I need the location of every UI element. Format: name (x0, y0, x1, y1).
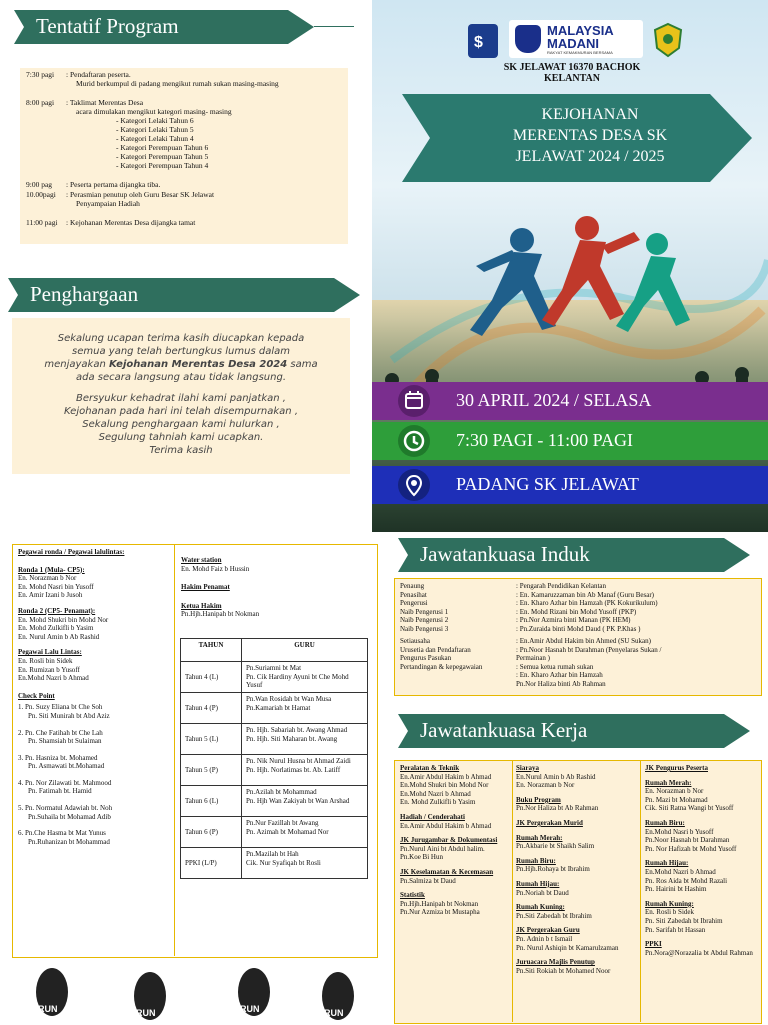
school-logo-icon (468, 24, 498, 58)
pegawai-left-column (18, 548, 172, 846)
kerja-member: Pn.Salmiza bt Daud (400, 876, 456, 885)
tentatif-item (26, 180, 348, 189)
table-cell-guru (242, 724, 368, 755)
kerja-member: Pn.Hjh.Rohaya bt Ibrahim (516, 865, 590, 874)
penghargaan-verse-line: Terima kasih (149, 445, 213, 456)
checkpoint-item (18, 729, 172, 746)
kerja-member: En. Mohd Zulkifli b Yasim (400, 798, 476, 807)
induk-title: Jawatankuasa Induk (420, 542, 590, 566)
kerja-member: Pn.Nor Haliza bt Ab Rahman (516, 804, 599, 813)
tentatif-time: 9:00 pag (26, 180, 53, 189)
hakim-title: Hakim Penamat (181, 583, 230, 592)
water-name: En. Mohd Faiz b Hussin (181, 564, 250, 573)
ronda2-list (18, 616, 172, 642)
time-strip (372, 422, 768, 460)
guru-name: Pn. Hjh. Siti Maharan bt. Awang (246, 734, 338, 743)
checkpoint-person: 3. Pn. Hasniza bt. Mohamed (18, 753, 98, 762)
kerja-group-title: Rumah Merah: (516, 833, 563, 842)
tentatif-line: : Pendaftaran peserta. (66, 70, 131, 79)
person-name: Urusetia dan Pendaftaran (400, 645, 471, 654)
kerja-group-title: JK Jurugambar & Dokumentasi (400, 836, 498, 845)
kerja-group-title: JK Pengurus Peserta (645, 764, 708, 772)
checkpoint-person: Pn. Asmawati bt.Mohamad (28, 762, 105, 771)
tentatif-item (26, 190, 348, 208)
table-cell-tahun: Tahun 6 (P) (181, 817, 242, 848)
table-row (181, 848, 368, 879)
kerja-group-title: Buku Program (516, 795, 561, 804)
table-cell-guru (242, 755, 368, 786)
kerja-member: En.Mohd Nazri b Ahmad (645, 867, 716, 876)
tentatif-time: 8:00 pagi (26, 98, 55, 107)
run-label: RUN (240, 1004, 260, 1014)
madani-logo-sub: RAKYAT KEMAKMURAN BERSAMA (547, 50, 613, 55)
kerja-title: Jawatankuasa Kerja (420, 718, 588, 742)
kerja-member: Pn. Hairini bt Hashim (645, 885, 707, 894)
event-time: 7:30 PAGI - 11:00 PAGI (456, 430, 634, 450)
tentatif-desc (66, 180, 348, 189)
date-strip (372, 382, 768, 420)
guru-name: Pn. Hjh. Norlatimas bt. Ab. Latiff (246, 765, 341, 774)
madani-emblem-icon (515, 25, 541, 53)
table-cell-guru (242, 848, 368, 879)
checkpoint-person: Pn. Shamsiah bt Sulaiman (28, 737, 102, 746)
location-pin-icon (398, 469, 430, 501)
kerja-column-2 (516, 764, 638, 981)
pegawai-divider (174, 544, 175, 956)
person-name: : Pn.Nor Azmira binti Manan (PK HEM) (516, 616, 631, 625)
kerja-group (645, 859, 757, 893)
kerja-member: Pn. Ros Aida bt Mohd Razali (645, 876, 728, 885)
table-cell-guru (242, 817, 368, 848)
kerja-member: Pn. Sarifah bt Hassan (645, 925, 706, 934)
school-name: SK JELAWAT 16370 BACHOK (503, 62, 641, 73)
runners-illustration (372, 180, 768, 400)
person-name: En. Amir Izani b Jusoh (18, 591, 83, 600)
kerja-group (400, 868, 508, 885)
kerja-group-title: PPKI (645, 940, 662, 949)
kerja-member: En.Mohd Nazri b Ahmad (400, 789, 471, 798)
table-cell-tahun: Tahun 5 (P) (181, 755, 242, 786)
kerja-group (400, 891, 508, 917)
kerja-member: Pn. Adnin b t Ismail (516, 934, 573, 943)
person-name: : Semua ketua rumah sukan (516, 662, 594, 671)
kerja-member: Pn. Siti Zabedah bt Ibrahim (645, 916, 723, 925)
person-name: : Pn.Noor Hasnah bt Darahman (Penyelaras Sukan / (516, 645, 662, 654)
kerja-group-title: JK Pergerakan Murid (516, 818, 583, 827)
penghargaan-verse-line: Sekalung penghargaan kami hulurkan , (82, 419, 280, 430)
kerja-member: En.Amir Abdul Hakim b Ahmad (400, 772, 492, 781)
penghargaan-line-2: semua yang telah bertungkus lumus dalam (72, 346, 290, 357)
event-place: PADANG SK JELAWAT (456, 474, 639, 494)
hakim-table (180, 638, 368, 879)
checkpoint-person: 1. Pn. Suzy Eliana bt Che Soh (18, 703, 103, 712)
kerja-column-3 (645, 764, 757, 963)
ronda2-title: Ronda 2 (CP5- Penamat): (18, 606, 96, 615)
table-header-tahun: TAHUN (181, 639, 242, 662)
person-name: : En. Kharo Azhar bin Hamzah (PK Kokurikulum) (516, 599, 658, 608)
checkpoint-person: Pn. Siti Munirah bt Abd Aziz (28, 711, 110, 720)
kerja-group (516, 764, 638, 790)
table-cell-tahun: PPKI (L/P) (181, 848, 242, 879)
guru-name: Pn.Kamariah bt Hamat (246, 703, 311, 712)
kerja-group-title: Hadiah / Cenderahati (400, 812, 465, 821)
shoeprint-icon (232, 962, 276, 1016)
induk-banner (398, 538, 750, 572)
table-row (181, 724, 368, 755)
person-name: Pn.Nor Haliza binti Ab Rahman (516, 679, 606, 688)
penghargaan-banner (8, 278, 360, 312)
kerja-member: En.Mohd Nasri b Yusoff (645, 827, 714, 836)
kerja-group (645, 819, 757, 853)
lalu-list (18, 657, 172, 683)
person-name: : Pengarah Pendidikan Kelantan (516, 582, 607, 590)
clock-icon (398, 425, 430, 457)
madani-logo-text-1: MALAYSIA (547, 23, 614, 38)
tentatif-banner (14, 10, 344, 44)
person-name: Setiausaha (400, 637, 430, 645)
kerja-group-title: Rumah Kuning: (516, 903, 565, 912)
shoeprint-icon (128, 966, 172, 1020)
penghargaan-verse (16, 392, 346, 457)
shoeprint-icon (316, 966, 360, 1020)
kerja-member: Pn.Noriah bt Daud (516, 888, 569, 897)
madani-logo-text-2: MADANI (547, 36, 599, 51)
person-name: Penaung (400, 582, 425, 590)
kerja-member: Pn.Koe Bi Hun (400, 853, 443, 862)
kerja-banner (398, 714, 750, 748)
tentatif-line: - Kategori Lelaki Tahun 6 (116, 116, 194, 125)
tentatif-item (26, 70, 348, 88)
kerja-member: Cik. Siti Ratna Wangi bt Yusoff (645, 804, 734, 813)
table-header-guru: GURU (242, 639, 368, 662)
induk-roles-2 (400, 637, 512, 671)
person-name: Naib Pengerusi 2 (400, 616, 449, 625)
guru-name: Pn.Suriamni bt Mat (246, 664, 302, 672)
kerja-group (400, 813, 508, 830)
table-cell-guru (242, 693, 368, 724)
kerja-group (516, 958, 638, 975)
table-cell-tahun: Tahun 4 (P) (181, 693, 242, 724)
guru-name: Cik. Nur Syafiqah bt Rosli (246, 858, 321, 867)
person-name: Naib Pengerusi 3 (400, 624, 449, 633)
kerja-member: Pn.Nur Azmiza bt Mustapha (400, 908, 480, 917)
event-title: KEJOHANAN MERENTAS DESA SK JELAWAT 2024 / 2025 (512, 106, 668, 165)
penghargaan-verse-line: Kejohanan pada hari ini telah disempurnakan , (63, 406, 299, 417)
guru-name: Pn. Azimah bt Mohamad Nor (246, 827, 329, 836)
person-name: En. Rumizan b Yusoff (18, 665, 80, 674)
tentatif-line: - Kategori Perempuan Tahun 6 (116, 143, 209, 152)
tentatif-line: - Kategori Lelaki Tahun 4 (116, 134, 194, 143)
tentatif-line: : Taklimat Merentas Desa (66, 98, 144, 107)
checkpoint-list (18, 703, 172, 846)
table-row (181, 755, 368, 786)
tentatif-line: : Peserta pertama dijangka tiba. (66, 180, 161, 189)
kerja-group-title: Rumah Hijau: (645, 859, 689, 868)
tentatif-line: - Kategori Lelaki Tahun 5 (116, 125, 194, 134)
malaysia-madani-logo (509, 20, 643, 58)
guru-name: Pn.Azilah bt Mohammad (246, 788, 317, 796)
guru-name: Pn.Mazilah bt Hah (246, 850, 299, 858)
event-date: 30 APRIL 2024 / SELASA (456, 390, 652, 410)
person-name: : En. Kharo Azhar bin Hamzah (516, 671, 603, 680)
tentatif-line: : Kejohanan Merentas Desa dijangka tamat (66, 218, 196, 227)
run-label: RUN (136, 1008, 156, 1018)
person-name: : Pn.Zuraida binti Mohd Daud ( PK P.Khas ) (516, 624, 641, 633)
checkpoint-title: Check Point (18, 691, 55, 700)
kerja-group (645, 779, 757, 813)
checkpoint-item (18, 703, 172, 720)
induk-names-1 (516, 582, 756, 634)
kerja-member: Pn.Siti Zabedah bt Ibrahim (516, 911, 592, 920)
tentatif-item (26, 218, 348, 227)
kerja-group (645, 764, 757, 773)
guru-name: Pn. Nik Nurul Husna bt Ahmad Zaidi (246, 757, 351, 765)
person-name: En.Mohd Nazri b Ahmad (18, 674, 89, 683)
person-name: Pengurus Pasukan (400, 654, 452, 663)
checkpoint-person: Pn.Suhaila bt Mohamad Adib (28, 812, 111, 821)
kerja-member: Pn.Nurul Aini bt Abdul halim. (400, 844, 485, 853)
tentatif-line: acara dimulakan mengikut kategori masing- masing (76, 107, 232, 116)
run-label: RUN (324, 1008, 344, 1018)
kerja-member: Pn. Nurul Ashiqin bt Kamarulzaman (516, 943, 619, 952)
guru-name: Pn. Hjh. Sabariah bt. Awang Ahmad (246, 726, 348, 734)
tentatif-title: Tentatif Program (36, 14, 179, 38)
table-cell-tahun: Tahun 5 (L) (181, 724, 242, 755)
tentatif-time: 7:30 pagi (26, 70, 55, 79)
kerja-member: En.Nurul Amin b Ab Rashid (516, 772, 596, 781)
person-name: Penasihat (400, 590, 427, 599)
table-row (181, 662, 368, 693)
ronda1-title: Ronda 1 (Mula- CP5): (18, 565, 85, 574)
penghargaan-text (16, 332, 346, 457)
kerja-member: Pn.Akbarie bt Shaikh Salim (516, 842, 595, 851)
kerja-member: Pn. Mazi bt Mohamad (645, 795, 708, 804)
person-name: En. Mohd Nasri bin Yusoff (18, 582, 94, 591)
tentatif-time: 11:00 pagi (26, 218, 58, 227)
kerja-member: En.Amir Abdul Hakim b Ahmad (400, 821, 492, 830)
kerja-group (516, 903, 638, 920)
kerja-column-1 (400, 764, 508, 923)
kerja-member: Pn. Nor Hafizah bt Mohd Yusoff (645, 844, 737, 853)
checkpoint-item (18, 754, 172, 771)
tentatif-desc (66, 190, 348, 208)
checkpoint-item (18, 804, 172, 821)
person-name: Permainan ) (516, 654, 551, 663)
penghargaan-title: Penghargaan (30, 282, 139, 306)
checkpoint-person: Pn. Fatimah bt. Hamid (28, 787, 92, 796)
checkpoint-person: 2. Pn. Che Fatihah bt Che Lah (18, 728, 103, 737)
guru-name: Pn. Hjh Wan Zakiyah bt Wan Arshad (246, 796, 350, 805)
kerja-group (400, 764, 508, 807)
tentatif-list (26, 70, 348, 228)
tentatif-item (26, 98, 348, 170)
tentatif-line: - Kategori Perempuan Tahun 5 (116, 152, 209, 161)
person-name: Pengerusi (400, 599, 428, 608)
checkpoint-person: Pn.Ruhanizan bt Mohammad (28, 837, 110, 846)
table-cell-tahun: Tahun 4 (L) (181, 662, 242, 693)
ketua-name: Pn.Hjh.Hanipah bt Nokman (181, 610, 260, 619)
kerja-group-title: Juruacara Majlis Penutup (516, 958, 595, 967)
tentatif-desc (66, 98, 348, 170)
tentatif-line: Murid berkumpul di padang mengikut rumah sukan masing-masing (76, 79, 279, 88)
kerja-member: Pn.Noor Hasnah bt Darahman (645, 836, 730, 845)
table-row (181, 786, 368, 817)
kerja-group (400, 836, 508, 862)
checkpoint-person: 6. Pn.Che Hasma bt Mat Yunus (18, 829, 106, 838)
checkpoint-item (18, 779, 172, 796)
tentatif-line: : Perasmian penutup oleh Guru Besar SK Jelawat (66, 190, 215, 199)
kerja-group-title: Rumah Merah: (645, 778, 692, 787)
kerja-member: Pn.Siti Rokiah bt Mohamed Noor (516, 966, 611, 975)
induk-roles-1 (400, 582, 512, 634)
kerja-group (516, 796, 638, 813)
kerja-group-title: Rumah Biru: (516, 856, 556, 865)
kerja-group-title: JK Pergerakan Guru (516, 926, 580, 935)
kerja-group-title: JK Keselamatan & Kecemasan (400, 867, 494, 876)
checkpoint-item (18, 829, 172, 846)
guru-name: Pn.Wan Rosidah bt Wan Musa (246, 695, 332, 703)
pegawai-heading: Pegawai ronda / Pegawai lalulintas: (18, 548, 125, 556)
ketua-title: Ketua Hakim (181, 601, 222, 610)
person-name: En. Mohd Shukri bin Mohd Nor (18, 615, 109, 624)
person-name: : En.Amir Abdul Hakim bin Ahmed (SU Sukan) (516, 637, 651, 645)
run-label: RUN (38, 1004, 58, 1014)
penghargaan-line-1: Sekalung ucapan terima kasih diucapkan kepada (57, 333, 305, 344)
person-name: Pertandingan & kepegawaian (400, 662, 483, 671)
person-name: En. Norazman b Nor (18, 574, 77, 583)
lalu-title: Pegawai Lalu Lintas: (18, 648, 82, 657)
table-cell-guru (242, 786, 368, 817)
penghargaan-line-4: ada secara langsung atau tidak langsung. (75, 372, 287, 383)
table-row (181, 693, 368, 724)
kerja-group-title: Rumah Kuning: (645, 899, 694, 908)
kerja-member: En.Mohd Shukri bin Mohd Nor (400, 781, 489, 790)
kerja-member: Pn.Nora@Norazalia bt Abdul Rahman (645, 948, 753, 957)
kerja-member: En. Norazman b Nor (645, 787, 704, 796)
guru-name: Pn.Nur Fazillah bt Awang (246, 819, 319, 827)
shoeprint-icon (30, 962, 74, 1016)
person-name: En. Rosli bin Sidek (18, 656, 73, 665)
kerja-group-title: Statistik (400, 891, 425, 900)
table-cell-tahun: Tahun 6 (L) (181, 786, 242, 817)
tentatif-line: Penyampaian Hadiah (76, 199, 140, 208)
tentatif-desc (66, 218, 348, 227)
person-name: En. Mohd Zulkifli b Yasim (18, 624, 94, 633)
checkpoint-person: 5. Pn. Normatul Adawiah bt. Noh (18, 804, 113, 813)
person-name: Naib Pengerusi 1 (400, 607, 449, 616)
induk-names-2 (516, 637, 756, 689)
checkpoint-person: 4. Pn. Nor Zilawati bt. Mahmood (18, 778, 112, 787)
ronda1-list (18, 574, 172, 600)
table-row (181, 817, 368, 848)
kerja-group (645, 940, 757, 957)
penghargaan-verse-line: Bersyukur kehadrat ilahi kami panjatkan , (76, 393, 286, 404)
kerja-member: Pn.Hjh.Hanipah bt Nokman (400, 899, 479, 908)
kerja-group (516, 834, 638, 851)
kerja-group-title: Rumah Biru: (645, 818, 685, 827)
kerja-group (516, 926, 638, 952)
school-state: KELANTAN (544, 73, 600, 84)
kerja-group-title: Siaraya (516, 764, 539, 772)
svg-text:$: $ (474, 34, 483, 51)
guru-name: Pn. Cik Hardiny Ayuni bt Che Mohd Yusuf (246, 672, 349, 690)
state-crest-icon (652, 22, 684, 58)
penghargaan-verse-line: Segulung tahniah kami ucapkan. (98, 432, 264, 443)
kerja-group (516, 857, 638, 874)
kerja-group (516, 819, 638, 828)
person-name: : En. Mohd Rizani bin Mohd Yusoff (PKP) (516, 607, 637, 616)
penghargaan-line-3: menjayakan Kejohanan Merentas Desa 2024 sama (44, 359, 318, 370)
kerja-group-title: Rumah Hijau: (516, 879, 560, 888)
tentatif-desc (66, 70, 348, 88)
table-cell-guru (242, 662, 368, 693)
pegawai-right-column (181, 556, 371, 619)
kerja-group (645, 900, 757, 934)
kerja-member: En. Norazman b Nor (516, 781, 575, 790)
place-strip (372, 466, 768, 504)
person-name: En. Nurul Amin b Ab Rashid (18, 632, 100, 641)
tentatif-time: 10.00pagi (26, 190, 56, 199)
calendar-icon (398, 385, 430, 417)
tentatif-line: - Kategori Perempuan Tahun 4 (116, 161, 209, 170)
kerja-group (516, 880, 638, 897)
water-title: Water station (181, 556, 222, 564)
kerja-member: En. Rosli b Sidek (645, 908, 695, 917)
person-name: : En. Kamaruzzaman bin Ab Manaf (Guru Besar) (516, 590, 655, 599)
kerja-group-title: Peralatan & Teknik (400, 764, 460, 772)
event-poster (372, 0, 768, 532)
